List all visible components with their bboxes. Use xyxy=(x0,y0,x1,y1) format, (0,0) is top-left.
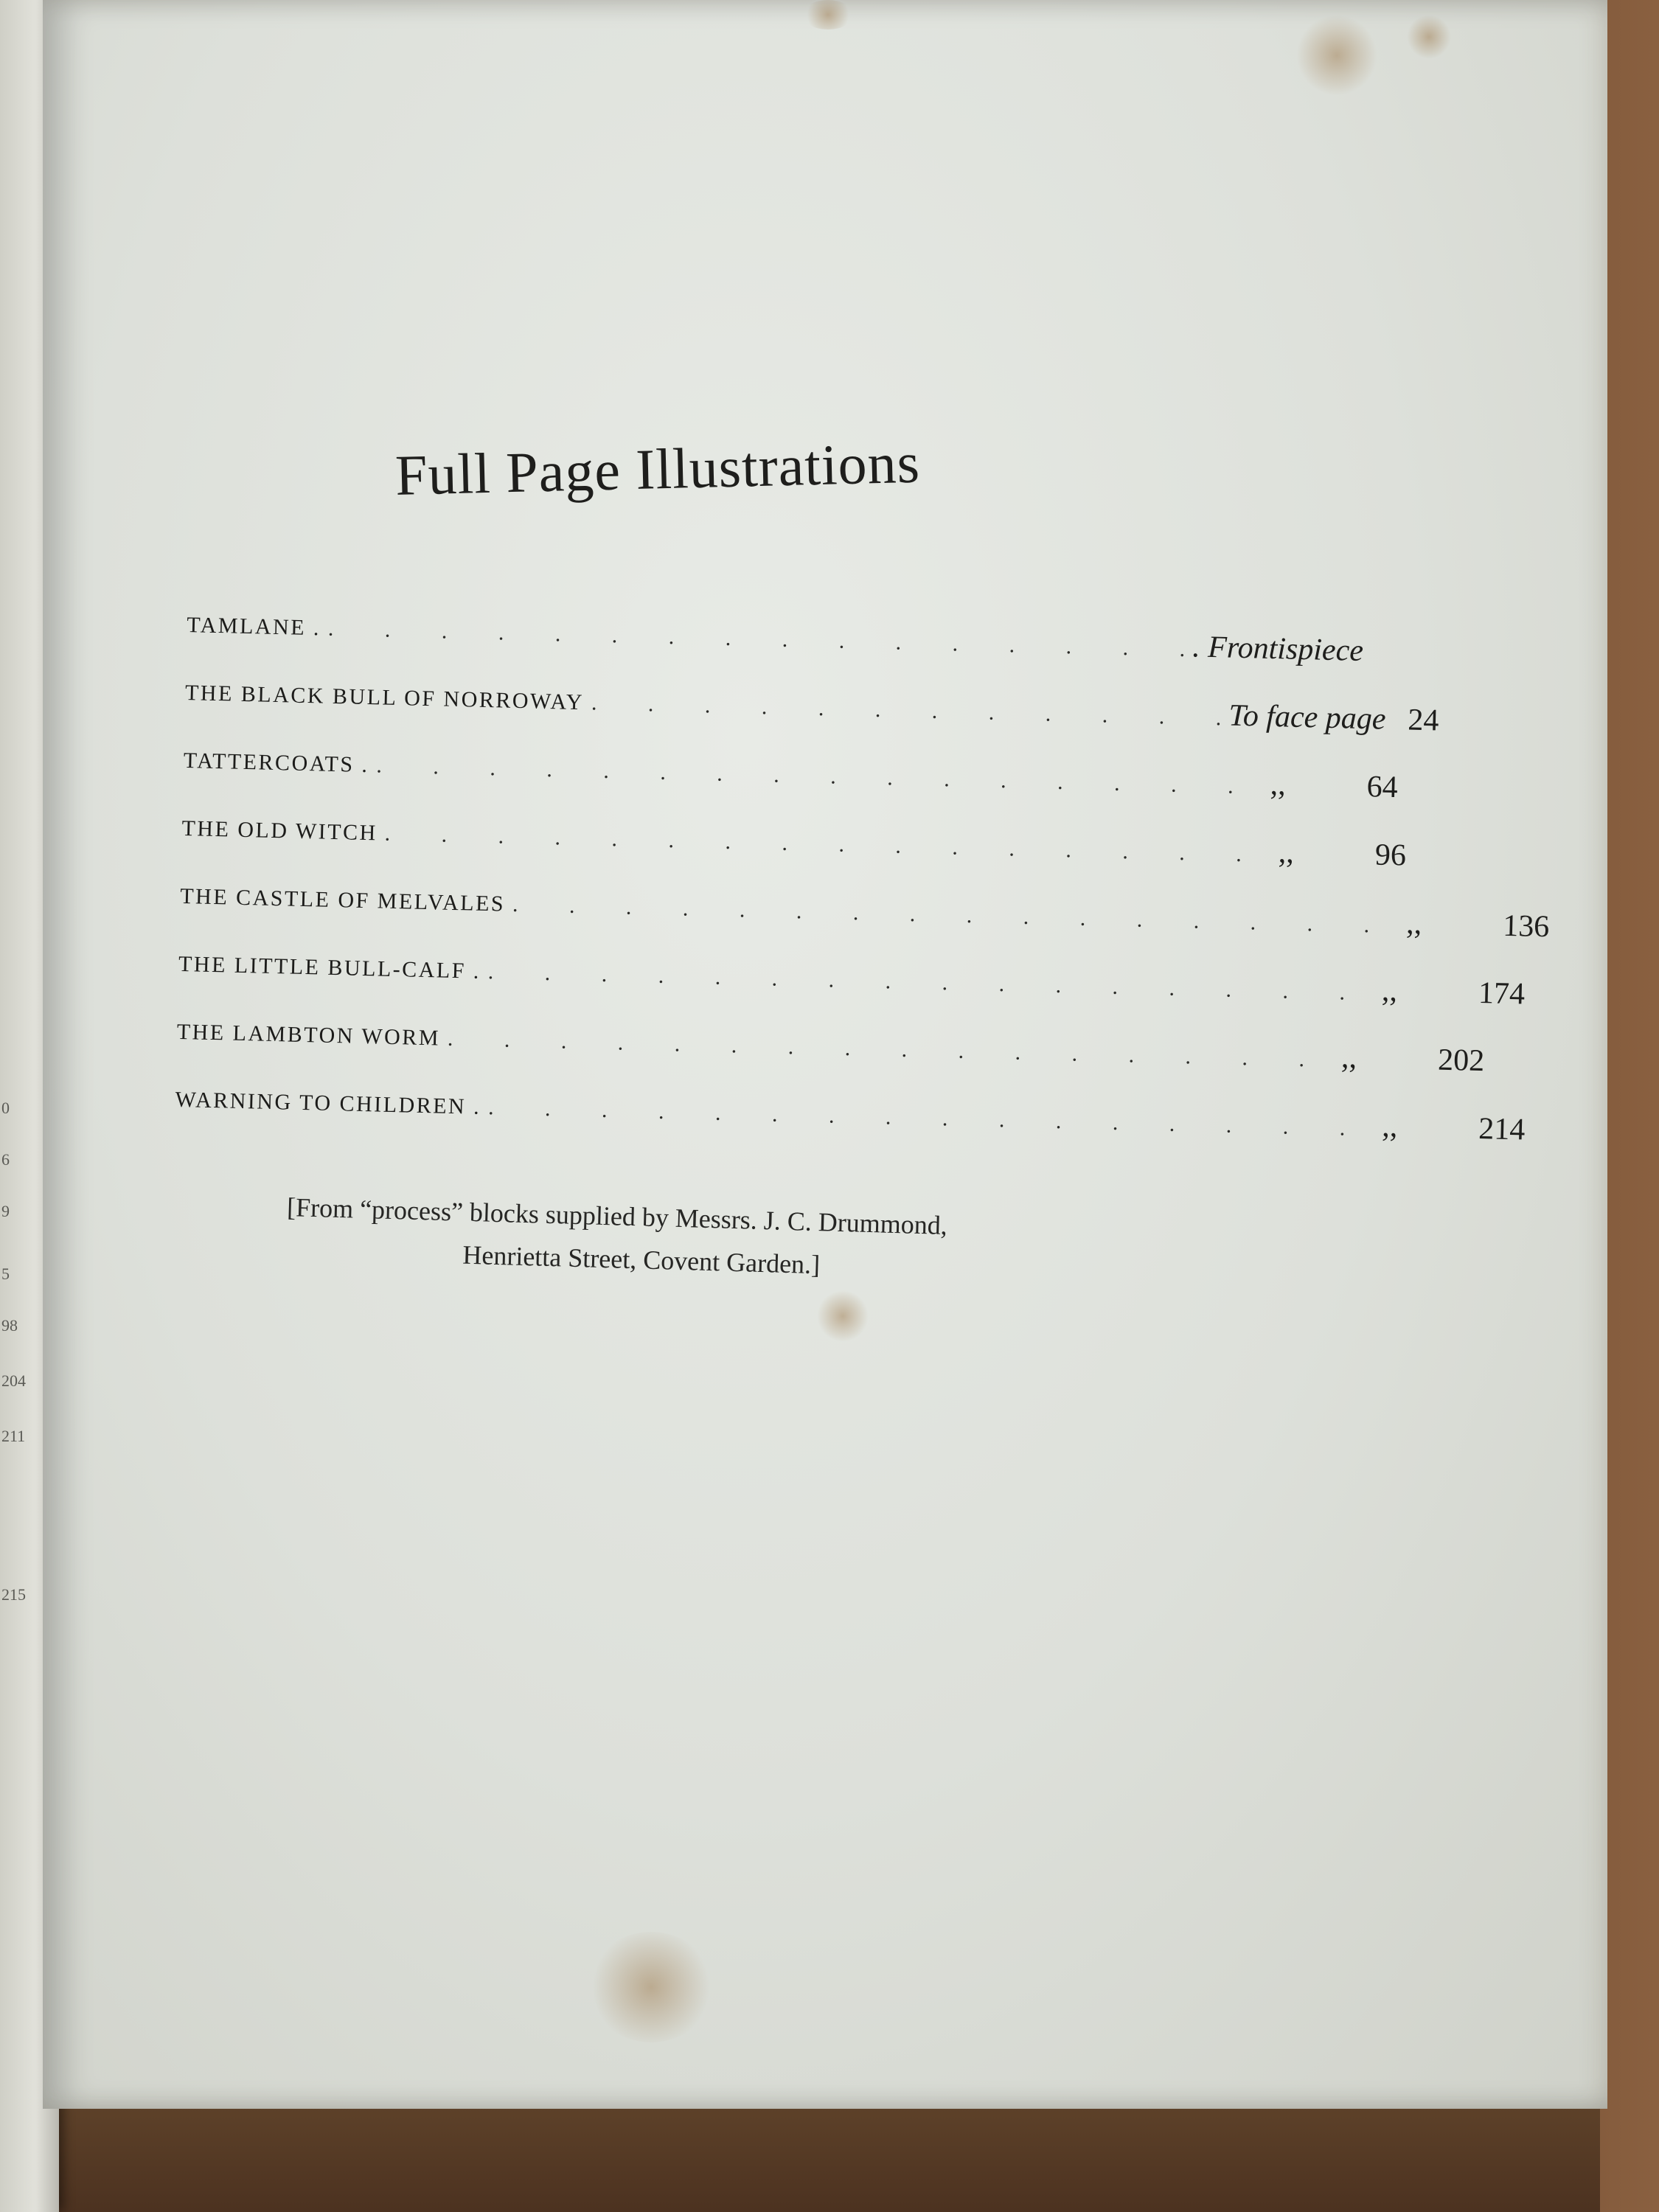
illustration-name: THE BLACK BULL OF NORROWAY xyxy=(184,680,585,715)
page-number: 64 xyxy=(1366,770,1399,805)
foxing-stain xyxy=(802,0,854,29)
left-page-number: 204 xyxy=(1,1371,26,1390)
foxing-stain xyxy=(588,1932,714,2042)
leader-dots: . . . . . . . . . . . . . . . . xyxy=(376,753,1234,799)
page-number: 214 xyxy=(1478,1112,1526,1147)
foxing-stain xyxy=(1296,15,1377,96)
leader-dots: . . . . . . . . . . . . . . . . xyxy=(327,616,1186,662)
leader-dots: . . . . . . . . . . . . . . . . xyxy=(487,959,1346,1005)
left-page-number: 5 xyxy=(1,1265,10,1283)
page-reference: . Frontispiece xyxy=(1192,630,1364,668)
illustration-name: TATTERCOATS . xyxy=(183,748,369,778)
illustration-name: TAMLANE . xyxy=(186,612,321,641)
left-page-number: 0 xyxy=(1,1099,10,1117)
source-note-line: Henrietta Street, Covent Garden.] xyxy=(462,1239,821,1280)
illustration-name: THE LAMBTON WORM xyxy=(176,1019,441,1051)
foxing-stain xyxy=(817,1290,869,1342)
left-page-number: 98 xyxy=(1,1316,18,1335)
page-number: 96 xyxy=(1374,838,1407,873)
ditto-mark: ,, xyxy=(1340,1040,1357,1075)
leader-dots: . . . . . . . . . . . . xyxy=(591,690,1222,731)
ditto-mark: ,, xyxy=(1270,767,1287,802)
left-page-number: 6 xyxy=(1,1150,10,1169)
left-page-number: 9 xyxy=(1,1202,10,1220)
leader-dots: . . . . . . . . . . . . . . . . xyxy=(487,1095,1346,1141)
ditto-mark: ,, xyxy=(1405,906,1422,942)
page-number: 136 xyxy=(1502,908,1550,945)
page-number: 202 xyxy=(1437,1043,1485,1079)
left-page-number: 215 xyxy=(1,1585,26,1604)
illustration-name: THE OLD WITCH xyxy=(181,815,378,846)
left-page-number: 211 xyxy=(1,1427,26,1445)
ditto-mark: ,, xyxy=(1278,835,1295,870)
page-title: Full Page Illustrations xyxy=(394,430,921,507)
illustration-name: THE LITTLE BULL-CALF . xyxy=(178,951,481,984)
leader-dots: . . . . . . . . . . . . . . . . xyxy=(384,821,1242,867)
illustration-name: THE CASTLE OF MELVALES xyxy=(179,883,506,917)
page-reference: To face page xyxy=(1228,698,1386,737)
leader-dots: . . . . . . . . . . . . . . . . xyxy=(512,891,1370,938)
page-number: 174 xyxy=(1478,975,1526,1012)
illustrations-list xyxy=(174,605,1550,1172)
ditto-mark: ,, xyxy=(1381,1109,1398,1144)
illustration-name: WARNING TO CHILDREN . xyxy=(175,1087,481,1119)
leader-dots: . . . . . . . . . . . . . . . . xyxy=(447,1026,1305,1072)
source-note-line: [From “process” blocks supplied by Messrs. J. C. Drummond, xyxy=(286,1192,948,1240)
ditto-mark: ,, xyxy=(1381,973,1398,1009)
foxing-stain xyxy=(1407,15,1451,59)
page-number: 24 xyxy=(1407,703,1439,738)
